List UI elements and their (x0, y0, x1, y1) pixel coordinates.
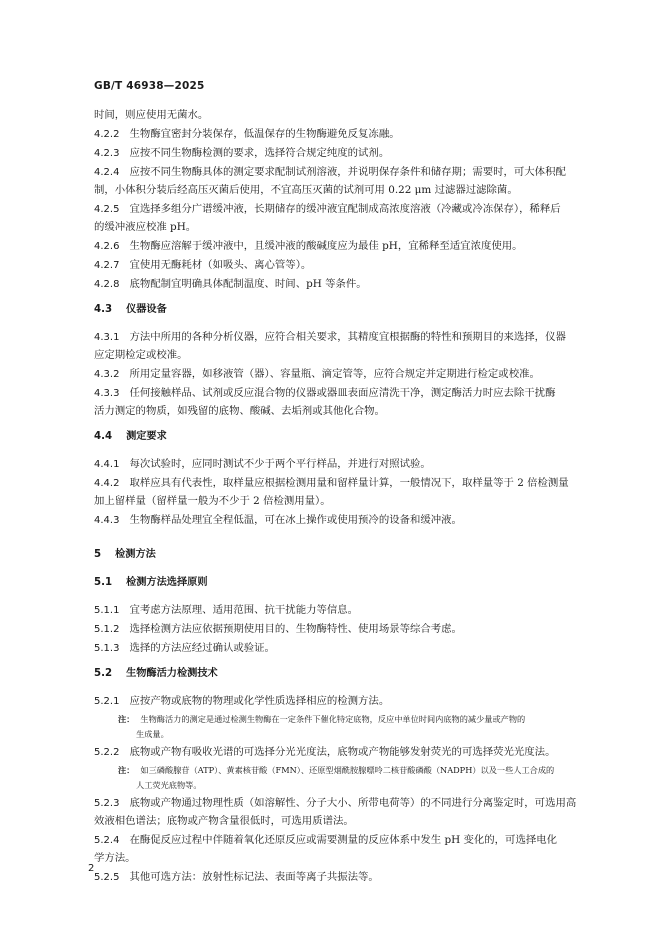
clause-number: 4.3.1 (94, 332, 120, 343)
text-line (94, 258, 311, 273)
clause-number: 5.1.2 (94, 624, 120, 635)
text-line (94, 694, 389, 709)
page-number: 2 (88, 863, 95, 874)
line-text: 在酶促反应过程中伴随着氧化还原反应或需要测量的反应体系中发生 pH 变化的，可选择电化 (129, 834, 558, 846)
standard-number-header: GB/T 46938—2025 (94, 80, 205, 92)
note-label: 注： (118, 714, 135, 724)
clause-number: 4.3.2 (94, 369, 120, 380)
clause-number: 4.2.5 (94, 204, 120, 215)
text-line (94, 202, 561, 217)
text-line (94, 165, 566, 180)
text-line (94, 457, 431, 472)
text-line (94, 745, 555, 760)
line-text: 底物配制宜明确具体配制温度、时间、pH 等条件。 (129, 278, 367, 290)
line-text: 底物或产物通过物理性质（如溶解性、分子大小、所带电荷等）的不同进行分离鉴定时，可选用高 (129, 797, 577, 809)
clause-number: 4.2.6 (94, 241, 120, 252)
line-text: 加上留样量（留样量一般为不少于 2 倍检测用量）。 (94, 495, 331, 507)
line-text: 仪器设备 (126, 304, 167, 315)
line-text: 任何接触样品、试剂或反应混合物的仪器或器皿表面应清洗干净，测定酶活力时应去除干扰酶 (129, 387, 556, 399)
line-text: 效液相色谱法；底物或产物含量很低时，可选用质谱法。 (94, 815, 354, 827)
note-line (118, 712, 525, 726)
line-text: 活力测定的物质，如残留的底物、酸碱、去垢剂或其他化合物。 (94, 405, 385, 417)
line-text: 宜使用无酶耗材（如吸头、离心管等）。 (129, 259, 312, 271)
line-text: 选择检测方法应依据预期使用目的、生物酶特性、使用场景等综合考虑。 (129, 623, 462, 635)
clause-number: 5.2.5 (94, 872, 120, 883)
text-line (94, 220, 196, 234)
note-line (136, 727, 169, 741)
clause-number: 5.2.2 (94, 747, 120, 758)
text-line (94, 622, 462, 637)
clause-number: 4.2.2 (94, 129, 120, 140)
section-heading (94, 548, 156, 562)
line-text: 宜考虑方法原理、适用范围、抗干扰能力等信息。 (129, 604, 359, 616)
text-line (94, 146, 389, 161)
note-line (136, 778, 202, 792)
line-text: 制，小体积分装后经高压灭菌后使用，不宜高压灭菌的试剂可用 0.22 μm 过滤器过滤除菌。 (94, 184, 518, 196)
line-text: 生物酶样品处理宜全程低温，可在冰上操作或使用预冷的设备和缓冲液。 (129, 514, 462, 526)
text-line (94, 641, 275, 656)
line-text: 选择的方法应经过确认或验证。 (129, 642, 275, 654)
line-text: 底物或产物有吸收光谱的可选择分光光度法，底物或产物能够发射荧光的可选择荧光光度法。 (129, 746, 556, 758)
line-text: 应定期检定或校准。 (94, 349, 188, 361)
text-line (94, 183, 518, 197)
clause-number: 4.4 (94, 431, 113, 442)
text-line (94, 476, 569, 491)
section-heading (94, 430, 167, 444)
line-text: 宜选择多组分广谱缓冲液，长期储存的缓冲液宜配制成高浓度溶液（冷藏或冷冻保存），稀释后 (129, 203, 561, 215)
line-text: 检测方法选择原则 (126, 577, 208, 588)
note-label: 注： (118, 765, 135, 775)
text-line (94, 851, 136, 865)
line-text: 测定要求 (126, 431, 167, 442)
clause-number: 4.2.7 (94, 260, 120, 271)
clause-number: 4.3.3 (94, 388, 120, 399)
clause-number: 5.1.3 (94, 643, 120, 654)
line-text: 如三磷酸腺苷（ATP）、黄素核苷酸（FMN）、还原型烟酰胺腺嘌呤二核苷酸磷酸（NADPH）以及一些人工合成的 (140, 765, 555, 775)
text-line (94, 108, 208, 122)
line-text: 应按不同生物酶检测的要求，选择符合规定纯度的试剂。 (129, 147, 390, 159)
line-text: 生物酶宜密封分装保存，低温保存的生物酶避免反复冻融。 (129, 128, 400, 140)
text-line (94, 330, 566, 345)
clause-number: 5.2.4 (94, 835, 120, 846)
text-line (94, 239, 523, 254)
clause-number: 5.2.1 (94, 696, 120, 707)
text-line (94, 494, 331, 508)
line-text: 生成量。 (136, 729, 169, 739)
clause-number: 5.1 (94, 577, 113, 588)
line-text: 应按不同生物酶具体的测定要求配制试剂溶液，并说明保存条件和储存期；需要时，可大体积配 (129, 166, 566, 178)
line-text: 的缓冲液应校准 pH。 (94, 221, 197, 233)
line-text: 人工荧光底物等。 (136, 780, 202, 790)
text-line (94, 404, 385, 418)
clause-number: 5.2 (94, 668, 113, 679)
line-text: 生物酶活力检测技术 (126, 668, 218, 679)
text-line (94, 833, 557, 848)
clause-number: 4.2.4 (94, 167, 120, 178)
text-line (94, 386, 555, 401)
text-line (94, 870, 379, 885)
text-line (94, 603, 358, 618)
text-line (94, 348, 188, 362)
line-text: 学方法。 (94, 852, 136, 864)
clause-number: 5 (94, 549, 102, 560)
clause-number: 4.3 (94, 304, 113, 315)
line-text: 所用定量容器，如移液管（器）、容量瓶、滴定管等，应符合规定并定期进行检定或校准。 (129, 368, 540, 380)
line-text: 生物酶应溶解于缓冲液中，且缓冲液的酸碱度应为最佳 pH，宜稀释至适宜浓度使用。 (129, 240, 523, 252)
clause-number: 4.2.3 (94, 148, 120, 159)
clause-number: 5.2.3 (94, 798, 120, 809)
section-heading (94, 576, 208, 590)
clause-number: 4.4.1 (94, 459, 120, 470)
line-text: 时间，则应使用无菌水。 (94, 109, 209, 121)
clause-number: 5.1.1 (94, 605, 120, 616)
line-text: 方法中所用的各种分析仪器，应符合相关要求，其精度宜根据酶的特性和预期目的来选择，仪器 (129, 331, 566, 343)
line-text: 生物酶活力的测定是通过检测生物酶在一定条件下催化特定底物，反应中单位时间内底物的减少量或产物的 (140, 714, 526, 724)
line-text: 取样应具有代表性，取样量应根据检测用量和留样量计算，一般情况下，取样量等于 2 倍检测量 (129, 477, 569, 489)
text-line (94, 127, 400, 142)
clause-number: 4.4.2 (94, 478, 120, 489)
text-line (94, 814, 354, 828)
line-text: 应按产物或底物的物理或化学性质选择相应的检测方法。 (129, 695, 390, 707)
line-text: 检测方法 (115, 549, 156, 560)
line-text: 其他可选方法：放射性标记法、表面等离子共振法等。 (129, 871, 379, 883)
text-line (94, 796, 576, 811)
text-line (94, 513, 462, 528)
section-heading (94, 667, 218, 681)
section-heading (94, 303, 167, 317)
clause-number: 4.4.3 (94, 515, 120, 526)
text-line (94, 367, 540, 382)
note-line (118, 763, 554, 777)
clause-number: 4.2.8 (94, 279, 120, 290)
line-text: 每次试验时，应同时测试不少于两个平行样品，并进行对照试验。 (129, 458, 431, 470)
text-line (94, 277, 367, 292)
